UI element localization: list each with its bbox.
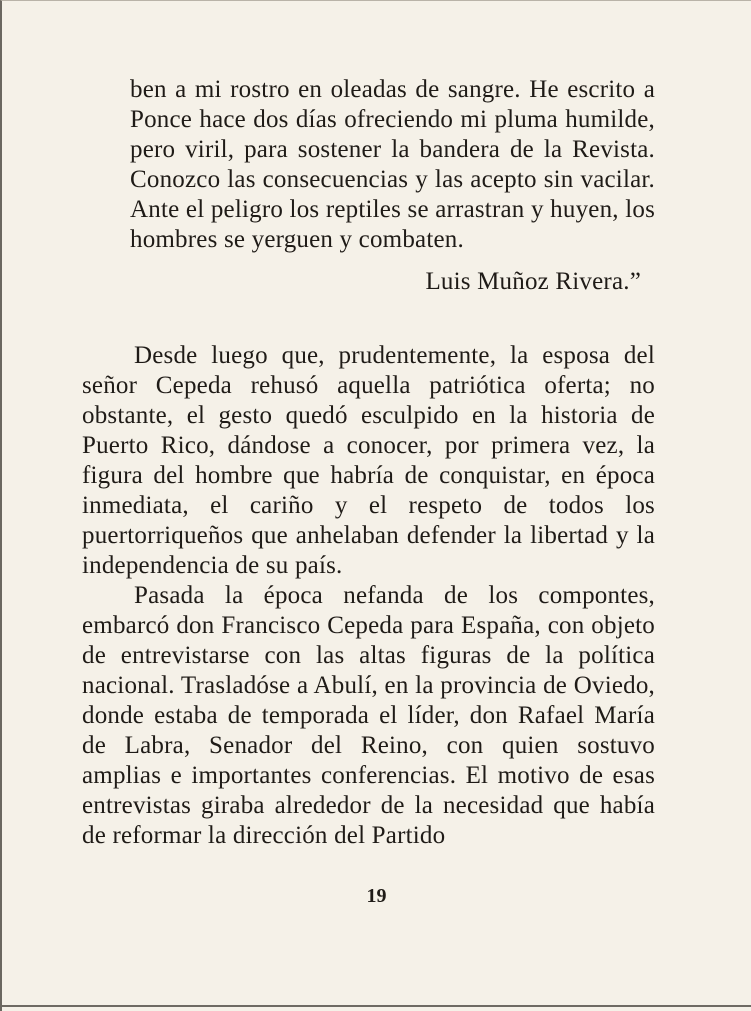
body-paragraph-2: Pasada la época nefanda de los compontes, embarcó don Francisco Cepeda para España, con objeto de entrevistarse con las altas figuras de la política nacional. Trasladóse a Abulí, en la provincia de Oviedo, donde estaba de temporada el líder, don Rafael María de Labra, Senador del Reino, con quien sostuvo amplias e importantes conferencias. El motivo de esas entrevistas giraba alrededor de la necesidad que había de reformar la dirección del Partido [82,582,655,849]
page-number: 19 [366,885,387,907]
body-paragraph-1: Desde luego que, prudentemente, la esposa del señor Cepeda rehusó aquella patriótica oferta; no obstante, el gesto quedó esculpido en la historia de Puerto Rico, dándose a conocer, por primera vez, la figura del hombre que habría de conquistar, en época inmediata, el cariño y el respeto de todos los puertorriqueños que anhelaban defender la libertad y la independencia de su país. [82,342,655,579]
bottom-edge-rule [2,1005,751,1007]
letter-signature: Luis Muñoz Rivera.” [425,268,641,295]
body-text [82,341,655,851]
letter-paragraph: ben a mi rostro en oleadas de sangre. He escrito a Ponce hace dos días ofreciendo mi pluma humilde, pero viril, para sostener la bandera de la Revista. Conozco las consecuencias y las acepto sin vacilar. Ante el peligro los reptiles se arrastran y huyen, los hombres se yerguen y combaten. [130,76,655,253]
quoted-letter [130,75,655,297]
